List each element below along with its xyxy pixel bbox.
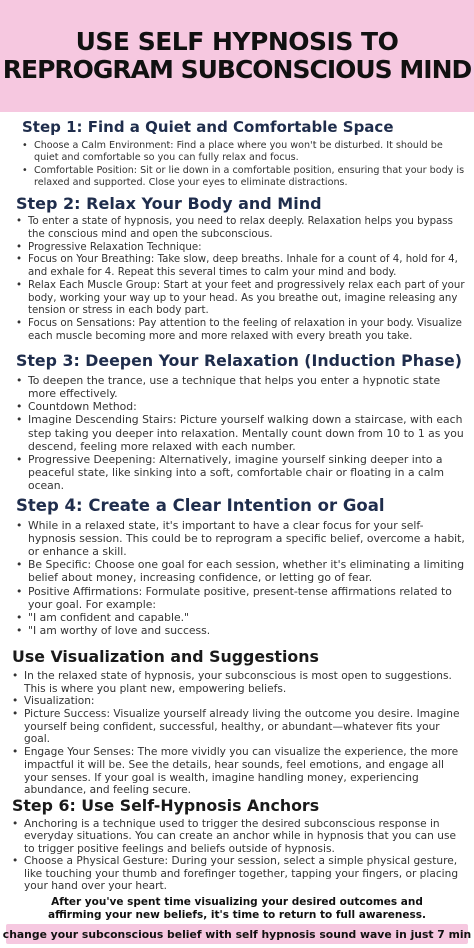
section-heading: Step 6: Use Self-Hypnosis Anchors xyxy=(12,796,320,815)
section-heading: Step 3: Deepen Your Relaxation (Induction Phase) xyxy=(16,351,462,370)
page-title-line-2: REPROGRAM SUBCONSCIOUS MIND xyxy=(2,55,472,84)
list-item: • Comfortable Position: Sit or lie down in a comfortable position, ensuring that your body is relaxed and supported. Close your eyes to eliminate distractions. xyxy=(22,165,466,190)
list-item: • Picture Success: Visualize yourself already living the outcome you desire. Imagine yourself being confident, successful, healthy, or abundant—whatever fits your goal. xyxy=(12,708,466,746)
list-item: • Focus on Your Breathing: Take slow, deep breaths. Inhale for a count of 4, hold for 4, and exhale for 4. Repeat this several times to calm your mind and body. xyxy=(16,254,466,280)
step-2-section xyxy=(16,194,466,344)
section-heading: Step 1: Find a Quiet and Comfortable Space xyxy=(22,118,394,136)
list-item: • Choose a Physical Gesture: During your session, select a simple physical gesture, like touching your thumb and forefinger together, tapping your fingers, or placing your hand over your heart. xyxy=(12,855,466,892)
step-4-section xyxy=(16,496,466,637)
list-item: • Progressive Deepening: Alternatively, imagine yourself sinking deeper into a peaceful state, like sinking into a soft, comfortable chair or floating in a calm ocean. xyxy=(16,453,466,493)
list-item: • Progressive Relaxation Technique: xyxy=(16,242,466,255)
list-item: • To enter a state of hypnosis, you need to relax deeply. Relaxation helps you bypass the conscious mind and open the subconscious. xyxy=(16,216,466,242)
list-item: • Focus on Sensations: Pay attention to the feeling of relaxation in your body. Visualize each muscle becoming more and more relaxed with every breath you take. xyxy=(16,318,466,344)
list-item: • Relax Each Muscle Group: Start at your feet and progressively relax each part of your body, working your way up to your head. As you breathe out, imagine releasing any tension or stress in each body part. xyxy=(16,280,466,318)
list-item: • Visualization: xyxy=(12,695,466,708)
title-banner xyxy=(0,0,474,112)
visualization-section xyxy=(12,648,466,797)
step-6-section xyxy=(12,797,466,892)
list-item: • In the relaxed state of hypnosis, your subconscious is most open to suggestions. This is where you plant new, empowering beliefs. xyxy=(12,670,466,695)
list-item: • Imagine Descending Stairs: Picture yourself walking down a staircase, with each step taking you deeper into relaxation. Mentally count down from 10 to 1 as you descend, feeling more relaxed with each number. xyxy=(16,413,466,453)
list-item: • Positive Affirmations: Formulate positive, present-tense affirmations related to your goal. For example: xyxy=(16,585,466,611)
list-item: • Anchoring is a technique used to trigger the desired subconscious response in everyday situations. You can create an anchor while in hypnosis that you can use to trigger positive feelings and beliefs outside of hypnosis. xyxy=(12,818,466,855)
list-item: • "I am confident and capable." xyxy=(16,611,466,624)
list-item: • Be Specific: Choose one goal for each session, whether it's eliminating a limiting belief about money, increasing confidence, or letting go of fear. xyxy=(16,558,466,584)
list-item: • While in a relaxed state, it's important to have a clear focus for your self-hypnosis session. This could be to reprogram a specific belief, overcome a habit, or enhance a skill. xyxy=(16,519,466,559)
page-title-line-1: USE SELF HYPNOSIS TO xyxy=(75,27,399,56)
section-heading: Use Visualization and Suggestions xyxy=(12,647,319,666)
section-heading: Step 4: Create a Clear Intention or Goal xyxy=(16,496,385,515)
section-heading: Step 2: Relax Your Body and Mind xyxy=(16,194,322,213)
list-item: • Engage Your Senses: The more vividly you can visualize the experience, the more impactful it will be. See the details, hear sounds, feel emotions, and engage all your senses. If your goal is wealth, imagine handling money, experiencing abundance, and feeling secure. xyxy=(12,746,466,797)
step-1-section xyxy=(22,118,466,189)
list-item: • To deepen the trance, use a technique that helps you enter a hypnotic state more effectively. xyxy=(16,374,466,400)
list-item: • Countdown Method: xyxy=(16,400,466,413)
list-item: • Choose a Calm Environment: Find a place where you won't be disturbed. It should be quiet and comfortable so you can fully relax and focus. xyxy=(22,140,466,165)
list-item: • "I am worthy of love and success. xyxy=(16,624,466,637)
step-3-section xyxy=(16,352,466,493)
closing-note: After you've spent time visualizing your desired outcomes and affirming your new beliefs, it's time to return to full awareness. xyxy=(47,896,426,922)
sound-wave-banner[interactable]: change your subconscious belief with self hypnosis sound wave in just 7 min xyxy=(6,924,468,944)
